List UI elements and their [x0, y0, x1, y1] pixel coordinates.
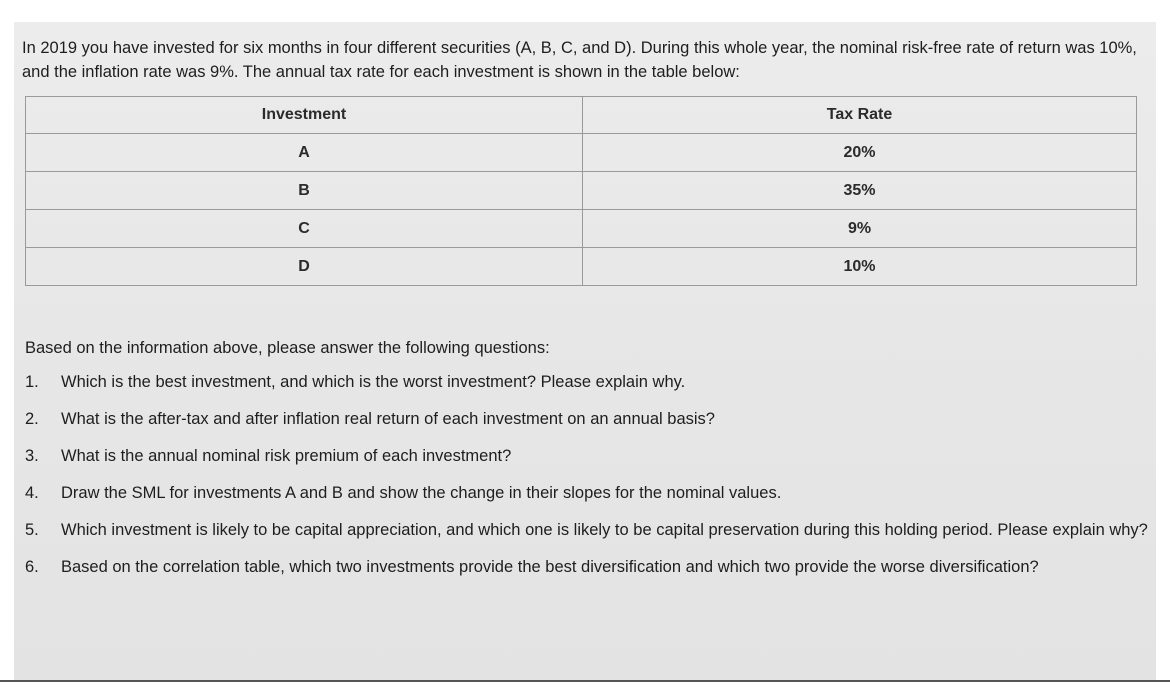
header-tax-rate: Tax Rate [583, 97, 1137, 134]
cell-tax-rate: 9% [583, 210, 1137, 248]
header-investment: Investment [26, 97, 583, 134]
tax-rate-table [25, 96, 1137, 286]
table-row [26, 172, 1137, 210]
question-number: 2. [25, 410, 39, 428]
question-number: 4. [25, 484, 39, 502]
cell-tax-rate: 35% [583, 172, 1137, 210]
question-number: 1. [25, 373, 39, 391]
page-bottom-divider [0, 680, 1170, 682]
questions-section [25, 336, 1155, 592]
question-number: 3. [25, 447, 39, 465]
table-row [26, 134, 1137, 172]
cell-investment: D [26, 248, 583, 286]
question-text: What is the after-tax and after inflation real return of each investment on an annual basis? [61, 410, 715, 428]
question-item [25, 481, 1155, 505]
cell-tax-rate: 20% [583, 134, 1137, 172]
intro-paragraph: In 2019 you have invested for six months in four different securities (A, B, C, and D). During this whole year, the nominal risk-free rate of return was 10%, and the inflation rate was 9%. The annual tax rate for each investment is shown in the table below: [22, 39, 1137, 81]
question-number: 5. [25, 521, 39, 539]
question-text: Based on the correlation table, which two investments provide the best diversification and which two provide the worse diversification? [61, 558, 1039, 576]
cell-tax-rate: 10% [583, 248, 1137, 286]
table-row [26, 248, 1137, 286]
table-row [26, 210, 1137, 248]
question-item [25, 518, 1155, 542]
question-text: What is the annual nominal risk premium of each investment? [61, 447, 512, 465]
question-item [25, 555, 1155, 579]
questions-lead: Based on the information above, please answer the following questions: [25, 339, 550, 357]
cell-investment: C [26, 210, 583, 248]
question-item [25, 444, 1155, 468]
cell-investment: A [26, 134, 583, 172]
question-text: Which is the best investment, and which is the worst investment? Please explain why. [61, 373, 686, 391]
question-number: 6. [25, 558, 39, 576]
question-text: Draw the SML for investments A and B and show the change in their slopes for the nominal values. [61, 484, 782, 502]
question-item [25, 370, 1155, 394]
cell-investment: B [26, 172, 583, 210]
question-item [25, 407, 1155, 431]
question-text: Which investment is likely to be capital appreciation, and which one is likely to be capital preservation during this holding period. Please explain why? [61, 521, 1148, 539]
table-header-row [26, 97, 1137, 134]
